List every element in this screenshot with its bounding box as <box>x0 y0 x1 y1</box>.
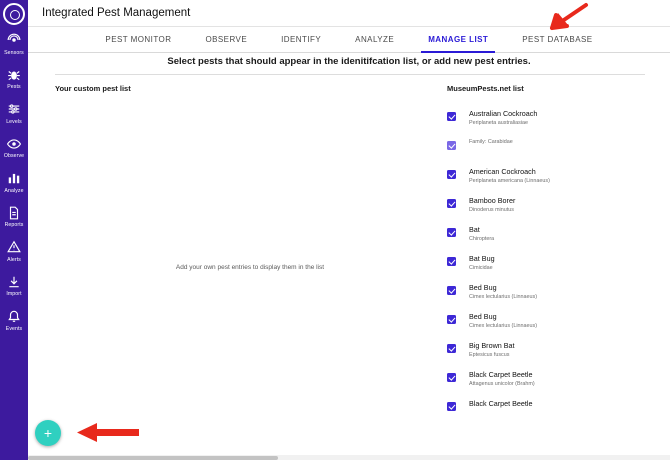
sidebar <box>0 0 28 460</box>
pest-scientific-name: Cimicidae <box>469 264 493 271</box>
app-logo[interactable] <box>0 0 28 28</box>
pest-scientific-name: Periplaneta americana (Linnaeus) <box>469 177 550 184</box>
tab-identify[interactable]: IDENTIFY <box>281 35 322 44</box>
pest-scientific-name: Family: Carabidae <box>469 139 513 145</box>
pest-scientific-name: Cimex lectularius (Linnaeus) <box>469 322 538 329</box>
pest-text <box>469 255 495 271</box>
list-item[interactable] <box>447 395 662 424</box>
instruction-text: Select pests that should appear in the idenitifcation list, or add new pest entries. <box>167 56 531 67</box>
pest-scientific-name: Cimex lectularius (Linnaeus) <box>469 293 538 300</box>
pest-checkbox[interactable] <box>447 402 456 411</box>
list-item[interactable] <box>447 163 662 192</box>
sidebar-item-label: Observe <box>3 153 25 159</box>
document-icon <box>6 205 22 221</box>
pest-scientific-name: Chiroptera <box>469 235 495 242</box>
pest-text <box>469 371 535 387</box>
pest-name: Bamboo Borer <box>469 196 516 205</box>
pest-text <box>469 168 550 184</box>
list-item[interactable] <box>447 337 662 366</box>
sidebar-item-sensors[interactable] <box>0 32 28 56</box>
pest-checkbox[interactable] <box>447 315 456 324</box>
tab-observe[interactable]: OBSERVE <box>205 35 248 44</box>
sidebar-item-pests[interactable] <box>0 67 28 91</box>
pest-text <box>469 400 533 408</box>
warning-icon <box>6 239 22 255</box>
pest-checkbox[interactable] <box>447 228 456 237</box>
sidebar-item-analyze[interactable] <box>0 170 28 194</box>
pest-scientific-name: Eptesicus fuscus <box>469 351 510 358</box>
custom-list-header: Your custom pest list <box>55 84 131 93</box>
pest-text <box>469 139 513 145</box>
pest-text <box>469 197 515 213</box>
bell-icon <box>6 308 22 324</box>
sidebar-item-label: Sensors <box>4 49 24 56</box>
sidebar-item-reports[interactable] <box>0 205 28 229</box>
pest-scientific-name: Periplaneta australiasiae <box>469 119 529 126</box>
scrollbar-thumb[interactable] <box>28 456 278 460</box>
horizontal-scrollbar[interactable] <box>28 455 670 460</box>
add-pest-button[interactable]: + <box>35 420 61 446</box>
pest-checkbox[interactable] <box>447 373 456 382</box>
pest-list <box>447 105 662 424</box>
bug-icon <box>6 67 22 83</box>
pest-name: Bat <box>469 225 480 234</box>
list-item[interactable] <box>447 308 662 337</box>
pest-checkbox[interactable] <box>447 170 456 179</box>
museumpests-list-header: MuseumPests.net list <box>447 84 524 93</box>
list-item[interactable] <box>447 366 662 395</box>
sidebar-item-label: Pests <box>7 84 21 90</box>
pest-checkbox[interactable] <box>447 141 456 150</box>
list-item[interactable] <box>447 221 662 250</box>
pest-checkbox[interactable] <box>447 112 456 121</box>
sidebar-item-label: Levels <box>6 118 22 125</box>
list-item[interactable] <box>447 134 662 163</box>
list-item[interactable] <box>447 250 662 279</box>
sidebar-item-label: Reports <box>4 222 24 228</box>
list-item[interactable] <box>447 192 662 221</box>
page-title: Integrated Pest Management <box>42 7 191 19</box>
sidebar-item-label: Import <box>6 291 22 297</box>
empty-list-hint: Add your own pest entries to display them in the list <box>175 264 325 271</box>
pest-scientific-name: Attagenus unicolor (Brahm) <box>469 380 535 387</box>
pest-text <box>469 313 537 329</box>
pest-checkbox[interactable] <box>447 257 456 266</box>
sidebar-item-alerts[interactable] <box>0 239 28 263</box>
pest-text <box>469 284 537 300</box>
target-circle-icon <box>3 3 25 25</box>
tab-pest-monitor[interactable]: PEST MONITOR <box>105 35 172 44</box>
pest-checkbox[interactable] <box>447 344 456 353</box>
pest-name: Bed Bug <box>469 312 497 321</box>
sidebar-item-import[interactable] <box>0 274 28 298</box>
levels-icon <box>6 101 22 117</box>
pest-name: Bed Bug <box>469 283 497 292</box>
top-bar <box>28 0 670 27</box>
list-item[interactable] <box>447 279 662 308</box>
sidebar-item-label: Analyze <box>4 187 24 194</box>
sidebar-item-label: Events <box>5 325 23 332</box>
list-item[interactable] <box>447 105 662 134</box>
tab-manage-list[interactable]: MANAGE LIST <box>411 27 505 53</box>
pest-name: Black Carpet Beetle <box>469 399 533 408</box>
pest-name: Big Brown Bat <box>469 341 515 350</box>
tab-pest-database[interactable]: PEST DATABASE <box>522 35 593 44</box>
download-icon <box>6 274 22 290</box>
sensors-icon <box>6 32 22 48</box>
pest-name: Black Carpet Beetle <box>469 370 533 379</box>
annotation-arrow-add-button <box>75 420 141 451</box>
sidebar-item-events[interactable] <box>0 308 28 332</box>
sidebar-item-label: Alerts <box>7 256 21 263</box>
tab-analyze[interactable]: ANALYZE <box>355 35 395 44</box>
bar-chart-icon <box>6 170 22 186</box>
pest-text <box>469 342 515 358</box>
pest-name: Bat Bug <box>469 254 495 263</box>
pest-checkbox[interactable] <box>447 199 456 208</box>
sidebar-item-levels[interactable] <box>0 101 28 125</box>
eye-icon <box>6 136 22 152</box>
pest-text <box>469 110 537 126</box>
sidebar-item-observe[interactable] <box>0 136 28 160</box>
pest-scientific-name: Dinoderus minutus <box>469 206 514 213</box>
pest-text <box>469 226 494 242</box>
pest-name: American Cockroach <box>469 167 536 176</box>
divider <box>55 74 645 75</box>
pest-checkbox[interactable] <box>447 286 456 295</box>
tab-bar <box>28 27 670 53</box>
pest-name: Australian Cockroach <box>469 109 538 118</box>
